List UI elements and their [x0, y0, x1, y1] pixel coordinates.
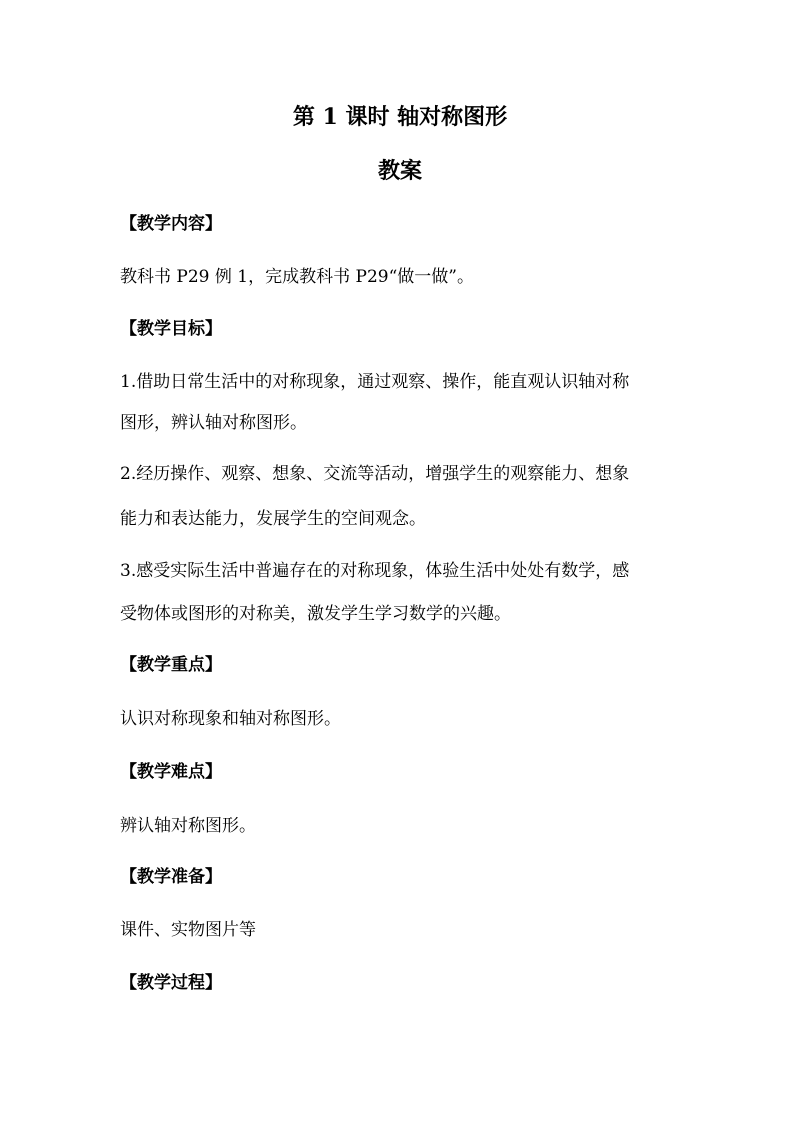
section-heading-goals: 【教学目标】 — [120, 319, 222, 339]
lesson-title: 第 1 课时 轴对称图形 — [292, 104, 508, 130]
section-heading-content: 【教学内容】 — [120, 214, 222, 234]
lesson-subtitle: 教案 — [377, 158, 422, 184]
difficulties-text: 辨认轴对称图形。 — [120, 816, 256, 836]
preparation-text: 课件、实物图片等 — [120, 920, 256, 940]
section-heading-key-points: 【教学重点】 — [120, 655, 222, 675]
section-heading-preparation: 【教学准备】 — [120, 867, 222, 887]
goal-3-line-2: 受物体或图形的对称美，激发学生学习数学的兴趣。 — [120, 604, 511, 624]
section-heading-process: 【教学过程】 — [120, 973, 222, 993]
goal-2-line-2: 能力和表达能力，发展学生的空间观念。 — [120, 509, 426, 529]
goal-3-line-1: 3.感受实际生活中普遍存在的对称现象，体验生活中处处有数学，感 — [120, 561, 630, 581]
goal-1-line-1: 1.借助日常生活中的对称现象，通过观察、操作，能直观认识轴对称 — [120, 372, 630, 392]
goal-2-line-1: 2.经历操作、观察、想象、交流等活动，增强学生的观察能力、想象 — [120, 464, 630, 484]
section-heading-difficulties: 【教学难点】 — [120, 762, 222, 782]
content-text: 教科书 P29 例 1，完成教科书 P29“做一做”。 — [120, 267, 474, 287]
key-points-text: 认识对称现象和轴对称图形。 — [120, 709, 341, 729]
goal-1-line-2: 图形，辨认轴对称图形。 — [120, 413, 307, 433]
